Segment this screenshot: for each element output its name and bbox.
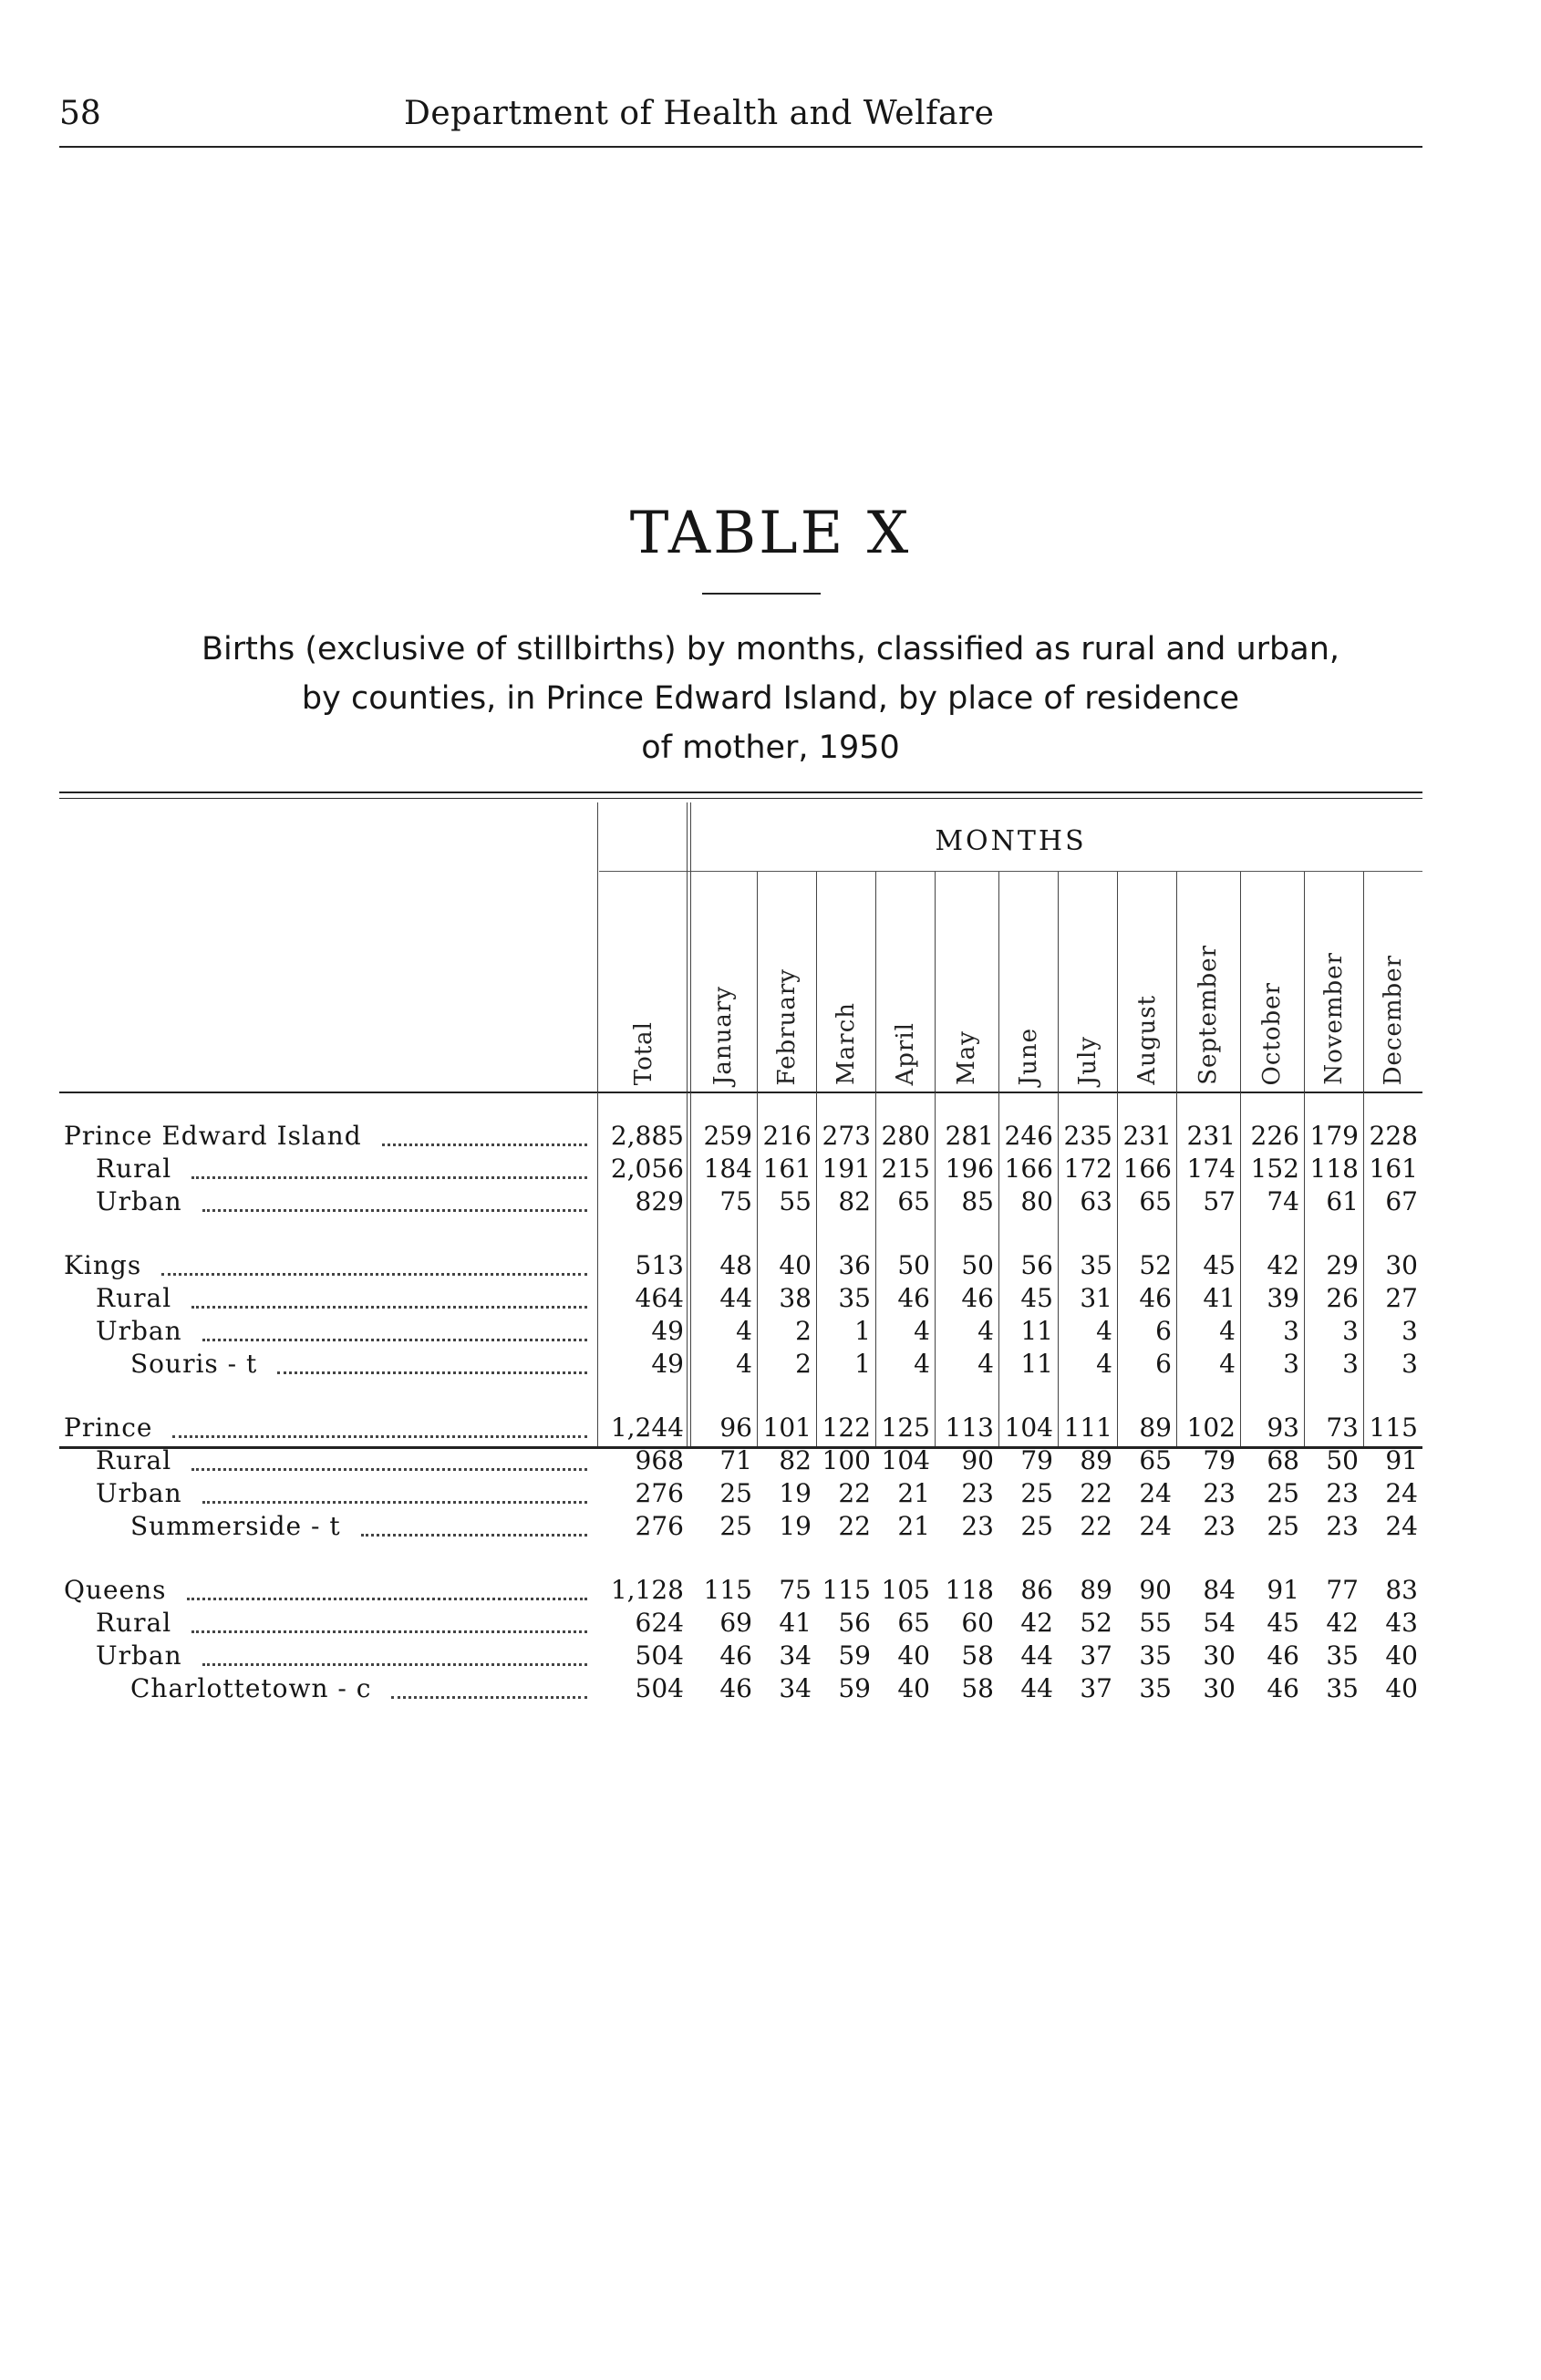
cell-total: 464 — [635, 1283, 684, 1313]
column-header-july: July — [1073, 1035, 1101, 1085]
cell-november: 23 — [1326, 1478, 1359, 1508]
body-column-rule — [998, 1092, 999, 1446]
month-divider-rule — [875, 872, 876, 1092]
page-number: 58 — [59, 95, 101, 132]
cell-august: 90 — [1139, 1575, 1172, 1605]
table-row — [0, 1185, 1541, 1218]
dot-leader — [191, 1607, 587, 1633]
row-label: Souris - t — [130, 1348, 593, 1381]
table-top-rule-inner — [59, 798, 1422, 799]
cell-january: 25 — [719, 1511, 752, 1541]
row-label: Kings — [64, 1249, 593, 1282]
cell-september: 102 — [1186, 1412, 1236, 1443]
table-row — [0, 1315, 1541, 1348]
month-divider-rule — [998, 872, 999, 1092]
cell-march: 191 — [822, 1154, 871, 1184]
cell-march: 273 — [822, 1121, 871, 1151]
cell-february: 34 — [779, 1640, 812, 1671]
column-header-december: December — [1379, 954, 1407, 1085]
body-column-rule — [1304, 1092, 1305, 1446]
table-row — [0, 1444, 1541, 1477]
cell-november: 50 — [1326, 1445, 1359, 1475]
cell-march: 1 — [854, 1316, 871, 1346]
dot-leader — [361, 1510, 587, 1537]
body-column-rule — [875, 1092, 876, 1446]
cell-october: 25 — [1267, 1478, 1299, 1508]
cell-september: 23 — [1203, 1511, 1236, 1541]
cell-november: 29 — [1326, 1250, 1359, 1280]
cell-february: 2 — [795, 1316, 812, 1346]
cell-september: 231 — [1186, 1121, 1236, 1151]
cell-march: 22 — [838, 1511, 871, 1541]
cell-october: 25 — [1267, 1511, 1299, 1541]
cell-january: 75 — [719, 1186, 752, 1216]
cell-april: 21 — [897, 1478, 930, 1508]
cell-july: 35 — [1080, 1250, 1112, 1280]
cell-december: 24 — [1385, 1511, 1418, 1541]
cell-may: 58 — [961, 1640, 994, 1671]
cell-july: 37 — [1080, 1640, 1112, 1671]
cell-november: 179 — [1309, 1121, 1359, 1151]
cell-may: 118 — [945, 1575, 994, 1605]
cell-august: 231 — [1122, 1121, 1172, 1151]
table-row — [0, 1477, 1541, 1510]
cell-april: 215 — [881, 1154, 930, 1184]
cell-april: 21 — [897, 1511, 930, 1541]
month-divider-rule — [816, 872, 817, 1092]
cell-april: 280 — [881, 1121, 930, 1151]
cell-january: 71 — [719, 1445, 752, 1475]
cell-june: 56 — [1020, 1250, 1053, 1280]
cell-october: 42 — [1267, 1250, 1299, 1280]
cell-august: 65 — [1139, 1186, 1172, 1216]
cell-june: 45 — [1020, 1283, 1053, 1313]
cell-september: 174 — [1186, 1154, 1236, 1184]
cell-march: 1 — [854, 1349, 871, 1379]
cell-july: 52 — [1080, 1608, 1112, 1638]
table-row — [0, 1249, 1541, 1282]
cell-september: 79 — [1203, 1445, 1236, 1475]
cell-july: 89 — [1080, 1575, 1112, 1605]
body-column-rule — [1117, 1092, 1118, 1446]
cell-august: 65 — [1139, 1445, 1172, 1475]
cell-october: 46 — [1267, 1640, 1299, 1671]
cell-december: 83 — [1385, 1575, 1418, 1605]
cell-december: 40 — [1385, 1640, 1418, 1671]
body-column-rule — [816, 1092, 817, 1446]
dot-leader — [191, 1282, 587, 1309]
cell-october: 68 — [1267, 1445, 1299, 1475]
cell-march: 122 — [822, 1412, 871, 1443]
row-label: Urban — [96, 1477, 593, 1510]
body-column-rule — [757, 1092, 758, 1446]
cell-june: 11 — [1020, 1349, 1053, 1379]
cell-august: 24 — [1139, 1511, 1172, 1541]
dot-leader — [391, 1672, 587, 1699]
cell-may: 196 — [945, 1154, 994, 1184]
cell-november: 35 — [1326, 1673, 1359, 1703]
cell-october: 91 — [1267, 1575, 1299, 1605]
cell-may: 58 — [961, 1673, 994, 1703]
cell-november: 3 — [1342, 1349, 1359, 1379]
cell-january: 46 — [719, 1673, 752, 1703]
cell-january: 48 — [719, 1250, 752, 1280]
caption-line-3: of mother, 1950 — [641, 730, 900, 766]
total-divider-rule — [687, 802, 688, 1092]
cell-january: 25 — [719, 1478, 752, 1508]
cell-total: 1,128 — [610, 1575, 684, 1605]
column-header-april: April — [891, 1021, 919, 1085]
table-row — [0, 1672, 1541, 1705]
cell-total: 49 — [651, 1349, 684, 1379]
cell-may: 60 — [961, 1608, 994, 1638]
month-divider-rule — [1240, 872, 1241, 1092]
cell-august: 55 — [1139, 1608, 1172, 1638]
column-header-november: November — [1319, 952, 1348, 1085]
cell-february: 38 — [779, 1283, 812, 1313]
row-label: Rural — [96, 1607, 593, 1640]
cell-february: 161 — [762, 1154, 812, 1184]
column-header-october: October — [1258, 981, 1286, 1085]
cell-december: 67 — [1385, 1186, 1418, 1216]
column-header-february: February — [772, 968, 801, 1085]
cell-april: 104 — [881, 1445, 930, 1475]
cell-june: 246 — [1004, 1121, 1053, 1151]
row-label: Rural — [96, 1444, 593, 1477]
header-bottom-rule — [59, 1092, 1422, 1093]
cell-april: 50 — [897, 1250, 930, 1280]
month-divider-rule — [1304, 872, 1305, 1092]
dot-leader — [161, 1249, 587, 1276]
cell-april: 40 — [897, 1673, 930, 1703]
cell-may: 281 — [945, 1121, 994, 1151]
cell-total: 49 — [651, 1316, 684, 1346]
cell-december: 43 — [1385, 1608, 1418, 1638]
cell-november: 61 — [1326, 1186, 1359, 1216]
title-rule — [702, 593, 821, 595]
dot-leader — [187, 1574, 587, 1600]
cell-may: 4 — [977, 1316, 994, 1346]
body-column-rule — [597, 1092, 598, 1446]
cell-may: 113 — [945, 1412, 994, 1443]
cell-june: 11 — [1020, 1316, 1053, 1346]
cell-october: 39 — [1267, 1283, 1299, 1313]
body-column-rule — [1363, 1092, 1364, 1446]
stub-divider-rule — [597, 802, 598, 1092]
column-header-may: May — [953, 1030, 980, 1085]
cell-january: 96 — [719, 1412, 752, 1443]
cell-july: 37 — [1080, 1673, 1112, 1703]
cell-september: 23 — [1203, 1478, 1236, 1508]
row-label: Rural — [96, 1282, 593, 1315]
month-divider-rule — [1058, 872, 1059, 1092]
cell-april: 4 — [914, 1349, 930, 1379]
cell-april: 4 — [914, 1316, 930, 1346]
cell-september: 30 — [1203, 1640, 1236, 1671]
month-divider-rule — [1117, 872, 1118, 1092]
cell-total: 2,056 — [610, 1154, 684, 1184]
body-column-rule — [1058, 1092, 1059, 1446]
cell-october: 3 — [1283, 1316, 1299, 1346]
cell-march: 100 — [822, 1445, 871, 1475]
cell-july: 63 — [1080, 1186, 1112, 1216]
month-divider-rule — [1176, 872, 1177, 1092]
row-label: Queens — [64, 1574, 593, 1607]
cell-july: 4 — [1096, 1316, 1112, 1346]
cell-february: 101 — [762, 1412, 812, 1443]
cell-february: 40 — [779, 1250, 812, 1280]
cell-total: 276 — [635, 1511, 684, 1541]
column-header-total: Total — [630, 1020, 657, 1085]
cell-january: 46 — [719, 1640, 752, 1671]
cell-february: 34 — [779, 1673, 812, 1703]
cell-april: 65 — [897, 1186, 930, 1216]
column-header-january: January — [708, 985, 737, 1085]
cell-february: 41 — [779, 1608, 812, 1638]
cell-april: 40 — [897, 1640, 930, 1671]
month-divider-rule — [757, 872, 758, 1092]
cell-august: 6 — [1155, 1349, 1172, 1379]
cell-october: 93 — [1267, 1412, 1299, 1443]
table-row — [0, 1153, 1541, 1185]
cell-november: 73 — [1326, 1412, 1359, 1443]
cell-june: 104 — [1004, 1412, 1053, 1443]
cell-february: 19 — [779, 1511, 812, 1541]
dot-leader — [202, 1315, 587, 1341]
cell-september: 4 — [1219, 1316, 1236, 1346]
row-label: Urban — [96, 1315, 593, 1348]
cell-april: 65 — [897, 1608, 930, 1638]
running-title: Department of Health and Welfare — [404, 95, 995, 132]
table-row — [0, 1574, 1541, 1607]
cell-march: 82 — [838, 1186, 871, 1216]
cell-october: 152 — [1250, 1154, 1299, 1184]
cell-june: 166 — [1004, 1154, 1053, 1184]
cell-september: 57 — [1203, 1186, 1236, 1216]
cell-december: 24 — [1385, 1478, 1418, 1508]
cell-august: 35 — [1139, 1673, 1172, 1703]
cell-february: 82 — [779, 1445, 812, 1475]
cell-may: 50 — [961, 1250, 994, 1280]
cell-october: 3 — [1283, 1349, 1299, 1379]
cell-december: 115 — [1369, 1412, 1418, 1443]
cell-november: 35 — [1326, 1640, 1359, 1671]
cell-march: 59 — [838, 1673, 871, 1703]
cell-july: 4 — [1096, 1349, 1112, 1379]
cell-november: 42 — [1326, 1608, 1359, 1638]
cell-december: 40 — [1385, 1673, 1418, 1703]
cell-december: 161 — [1369, 1154, 1418, 1184]
cell-july: 172 — [1063, 1154, 1112, 1184]
cell-june: 79 — [1020, 1445, 1053, 1475]
column-header-august: August — [1132, 995, 1161, 1085]
cell-february: 75 — [779, 1575, 812, 1605]
cell-september: 41 — [1203, 1283, 1236, 1313]
cell-december: 30 — [1385, 1250, 1418, 1280]
table-row — [0, 1412, 1541, 1444]
months-group-header: MONTHS — [935, 825, 1087, 857]
cell-july: 22 — [1080, 1511, 1112, 1541]
cell-january: 4 — [736, 1349, 752, 1379]
cell-august: 24 — [1139, 1478, 1172, 1508]
table-row — [0, 1348, 1541, 1381]
caption-line-2: by counties, in Prince Edward Island, by place of residence — [301, 680, 1240, 717]
cell-total: 1,244 — [610, 1412, 684, 1443]
dot-leader — [382, 1120, 587, 1146]
cell-june: 44 — [1020, 1640, 1053, 1671]
cell-june: 42 — [1020, 1608, 1053, 1638]
cell-may: 90 — [961, 1445, 994, 1475]
cell-april: 105 — [881, 1575, 930, 1605]
cell-march: 59 — [838, 1640, 871, 1671]
cell-february: 55 — [779, 1186, 812, 1216]
body-column-rule — [1240, 1092, 1241, 1446]
total-divider-rule-inner — [690, 802, 691, 1092]
body-column-rule — [690, 1092, 691, 1446]
cell-august: 89 — [1139, 1412, 1172, 1443]
table-title: TABLE X — [629, 500, 912, 567]
cell-june: 25 — [1020, 1478, 1053, 1508]
caption-line-1: Births (exclusive of stillbirths) by months, classified as rural and urban, — [201, 631, 1340, 667]
cell-january: 4 — [736, 1316, 752, 1346]
cell-december: 228 — [1369, 1121, 1418, 1151]
cell-total: 624 — [635, 1608, 684, 1638]
cell-october: 226 — [1250, 1121, 1299, 1151]
months-group-rule — [599, 871, 1422, 872]
cell-december: 91 — [1385, 1445, 1418, 1475]
cell-february: 19 — [779, 1478, 812, 1508]
table-row — [0, 1640, 1541, 1672]
cell-september: 45 — [1203, 1250, 1236, 1280]
cell-july: 31 — [1080, 1283, 1112, 1313]
cell-october: 74 — [1267, 1186, 1299, 1216]
row-label: Urban — [96, 1640, 593, 1672]
cell-july: 22 — [1080, 1478, 1112, 1508]
cell-may: 85 — [961, 1186, 994, 1216]
cell-june: 25 — [1020, 1511, 1053, 1541]
cell-total: 504 — [635, 1673, 684, 1703]
table-row — [0, 1120, 1541, 1153]
cell-total: 276 — [635, 1478, 684, 1508]
cell-october: 45 — [1267, 1608, 1299, 1638]
cell-total: 2,885 — [610, 1121, 684, 1151]
row-label: Charlottetown - c — [130, 1672, 593, 1705]
cell-may: 4 — [977, 1349, 994, 1379]
cell-total: 968 — [635, 1445, 684, 1475]
cell-august: 166 — [1122, 1154, 1172, 1184]
dot-leader — [202, 1477, 587, 1504]
column-header-september: September — [1195, 945, 1222, 1085]
cell-november: 3 — [1342, 1316, 1359, 1346]
cell-august: 46 — [1139, 1283, 1172, 1313]
table-top-rule — [59, 792, 1422, 793]
cell-january: 44 — [719, 1283, 752, 1313]
cell-total: 513 — [635, 1250, 684, 1280]
cell-july: 89 — [1080, 1445, 1112, 1475]
cell-january: 184 — [703, 1154, 752, 1184]
cell-august: 35 — [1139, 1640, 1172, 1671]
cell-september: 30 — [1203, 1673, 1236, 1703]
dot-leader — [202, 1185, 587, 1212]
cell-total: 829 — [635, 1186, 684, 1216]
cell-july: 235 — [1063, 1121, 1112, 1151]
cell-january: 69 — [719, 1608, 752, 1638]
cell-september: 84 — [1203, 1575, 1236, 1605]
cell-august: 6 — [1155, 1316, 1172, 1346]
body-column-rule — [1176, 1092, 1177, 1446]
dot-leader — [277, 1348, 587, 1374]
row-label: Summerside - t — [130, 1510, 593, 1543]
running-head — [59, 91, 1422, 148]
table-row — [0, 1607, 1541, 1640]
cell-march: 35 — [838, 1283, 871, 1313]
row-label: Urban — [96, 1185, 593, 1218]
body-column-rule — [687, 1092, 688, 1446]
table-caption — [0, 625, 1541, 772]
month-divider-rule — [1363, 872, 1364, 1092]
cell-march: 115 — [822, 1575, 871, 1605]
cell-october: 46 — [1267, 1673, 1299, 1703]
column-header-march: March — [832, 1002, 860, 1085]
cell-september: 54 — [1203, 1608, 1236, 1638]
cell-january: 259 — [703, 1121, 752, 1151]
dot-leader — [191, 1153, 587, 1179]
cell-december: 3 — [1401, 1349, 1418, 1379]
cell-august: 52 — [1139, 1250, 1172, 1280]
dot-leader — [202, 1640, 587, 1666]
cell-march: 22 — [838, 1478, 871, 1508]
cell-june: 44 — [1020, 1673, 1053, 1703]
month-divider-rule — [935, 872, 936, 1092]
cell-total: 504 — [635, 1640, 684, 1671]
row-label: Prince Edward Island — [64, 1120, 593, 1153]
cell-april: 46 — [897, 1283, 930, 1313]
cell-june: 86 — [1020, 1575, 1053, 1605]
cell-june: 80 — [1020, 1186, 1053, 1216]
cell-february: 2 — [795, 1349, 812, 1379]
table-row — [0, 1282, 1541, 1315]
cell-march: 36 — [838, 1250, 871, 1280]
cell-april: 125 — [881, 1412, 930, 1443]
cell-july: 111 — [1063, 1412, 1112, 1443]
dot-leader — [172, 1412, 587, 1438]
cell-november: 118 — [1309, 1154, 1359, 1184]
cell-september: 4 — [1219, 1349, 1236, 1379]
cell-november: 23 — [1326, 1511, 1359, 1541]
cell-february: 216 — [762, 1121, 812, 1151]
body-column-rule — [935, 1092, 936, 1446]
row-label: Prince — [64, 1412, 593, 1444]
row-label: Rural — [96, 1153, 593, 1185]
table-bottom-rule — [59, 1446, 1422, 1449]
cell-december: 27 — [1385, 1283, 1418, 1313]
cell-may: 23 — [961, 1511, 994, 1541]
cell-november: 77 — [1326, 1575, 1359, 1605]
cell-december: 3 — [1401, 1316, 1418, 1346]
cell-november: 26 — [1326, 1283, 1359, 1313]
table-row — [0, 1510, 1541, 1543]
cell-may: 23 — [961, 1478, 994, 1508]
column-header-june: June — [1014, 1027, 1042, 1085]
cell-may: 46 — [961, 1283, 994, 1313]
cell-march: 56 — [838, 1608, 871, 1638]
cell-january: 115 — [703, 1575, 752, 1605]
